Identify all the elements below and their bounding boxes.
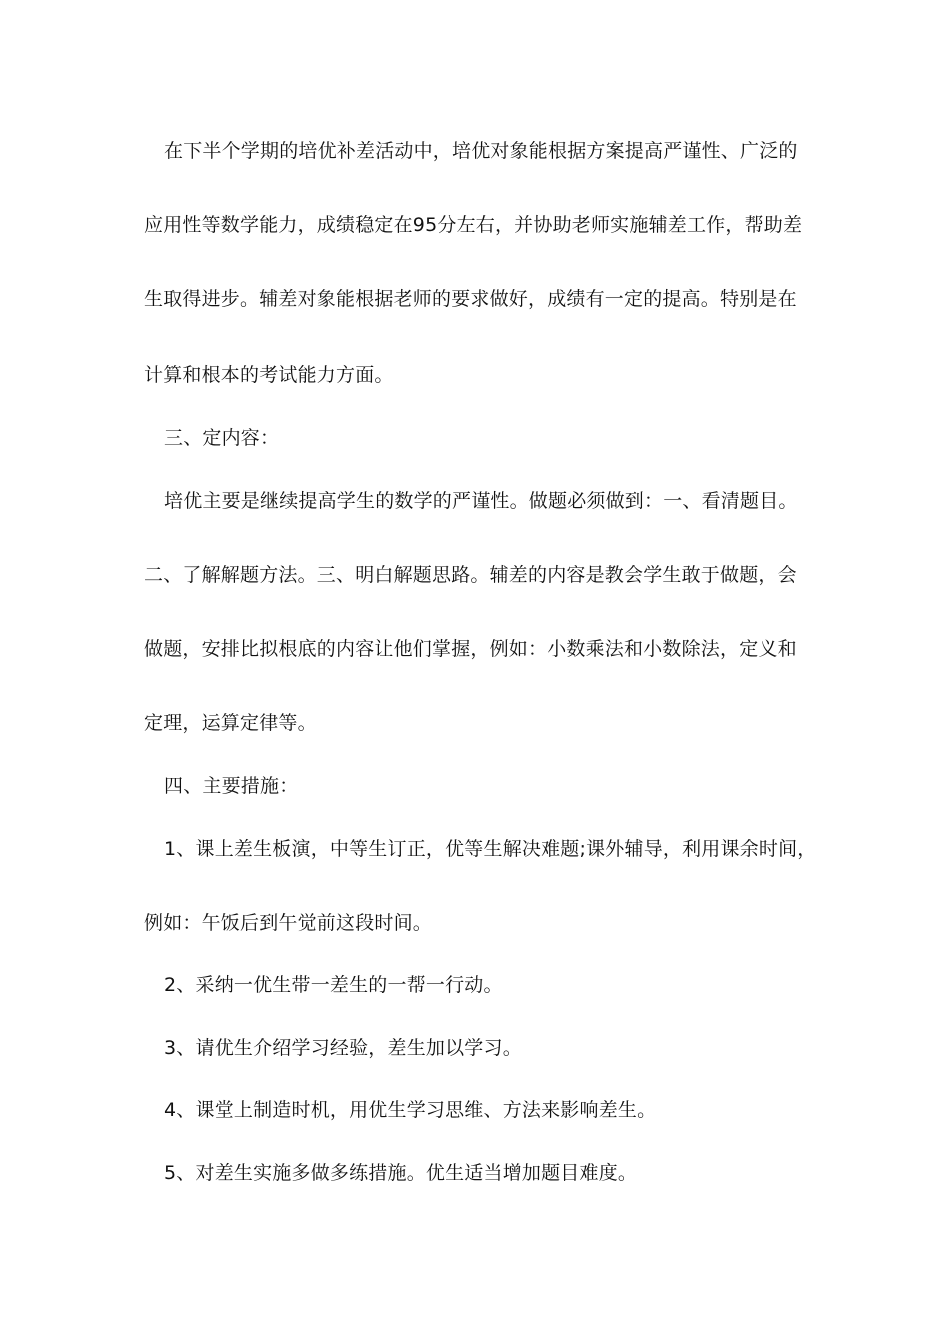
section-heading-measures: 四、主要措施： [164,775,299,797]
paragraph-3-line-3: 做题，安排比拟根底的内容让他们掌握，例如：小数乘法和小数除法，定义和 [144,638,797,660]
measure-3: 3、请优生介绍学习经验，差生加以学习。 [164,1037,522,1059]
paragraph-1-line-3: 生取得进步。辅差对象能根据老师的要求做好，成绩有一定的提高。特别是在 [144,288,797,310]
paragraph-3-line-2: 二、了解解题方法。三、明白解题思路。辅差的内容是教会学生敢于做题，会 [144,564,797,586]
measure-1-line-2: 例如：午饭后到午觉前这段时间。 [144,912,433,934]
measure-4: 4、课堂上制造时机，用优生学习思维、方法来影响差生。 [164,1099,657,1121]
paragraph-1-line-4: 计算和根本的考试能力方面。 [144,364,394,386]
paragraph-3-line-1: 培优主要是继续提高学生的数学的严谨性。做题必须做到：一、看清题目。 [164,490,798,512]
paragraph-3-line-4: 定理，运算定律等。 [144,712,317,734]
paragraph-1-line-2: 应用性等数学能力，成绩稳定在95分左右，并协助老师实施辅差工作，帮助差 [144,214,803,236]
paragraph-1-line-1: 在下半个学期的培优补差活动中，培优对象能根据方案提高严谨性、广泛的 [164,140,798,162]
measure-2: 2、采纳一优生带一差生的一帮一行动。 [164,974,503,996]
section-heading-content: 三、定内容： [164,427,280,449]
measure-1-line-1: 1、课上差生板演，中等生订正，优等生解决难题;课外辅导，利用课余时间， [164,838,817,860]
measure-5: 5、对差生实施多做多练措施。优生适当增加题目难度。 [164,1162,638,1184]
